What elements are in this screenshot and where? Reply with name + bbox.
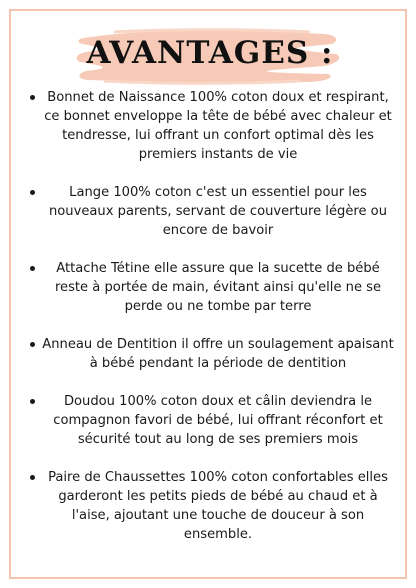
bullet-icon	[30, 95, 35, 100]
bullet-icon	[30, 266, 35, 271]
list-item	[22, 392, 396, 449]
list-item-text: Anneau de Dentition il offre un soulagement apaisant à bébé pendant la période de dentition	[42, 337, 394, 371]
bullet-icon	[30, 190, 35, 195]
advantages-list	[22, 88, 396, 563]
page-title: AVANTAGES :	[86, 35, 334, 71]
list-item-text: Doudou 100% coton doux et câlin deviendra le compagnon favori de bébé, lui offrant réconfort et sécurité tout au long de ses premiers mois	[53, 394, 383, 447]
title-area	[0, 22, 416, 84]
list-item	[22, 259, 396, 316]
bullet-icon	[30, 475, 35, 480]
list-item	[22, 88, 396, 164]
list-item-text: Bonnet de Naissance 100% coton doux et respirant, ce bonnet enveloppe la tête de bébé avec chaleur et tendresse, lui offrant un confort optimal dès les premiers instants de vie	[44, 90, 392, 162]
list-item	[22, 335, 396, 373]
list-item	[22, 183, 396, 240]
list-item-text: Lange 100% coton c'est un essentiel pour les nouveaux parents, servant de couverture légère ou encore de bavoir	[49, 185, 387, 238]
list-item-text: Paire de Chaussettes 100% coton confortables elles garderont les petits pieds de bébé au chaud et à l'aise, ajoutant une touche de douceur à son ensemble.	[48, 470, 388, 542]
list-item-text: Attache Tétine elle assure que la sucette de bébé reste à portée de main, évitant ainsi qu'elle ne se perde ou ne tombe par terre	[54, 261, 382, 314]
bullet-icon	[30, 342, 35, 347]
bullet-icon	[30, 399, 35, 404]
list-item	[22, 468, 396, 544]
